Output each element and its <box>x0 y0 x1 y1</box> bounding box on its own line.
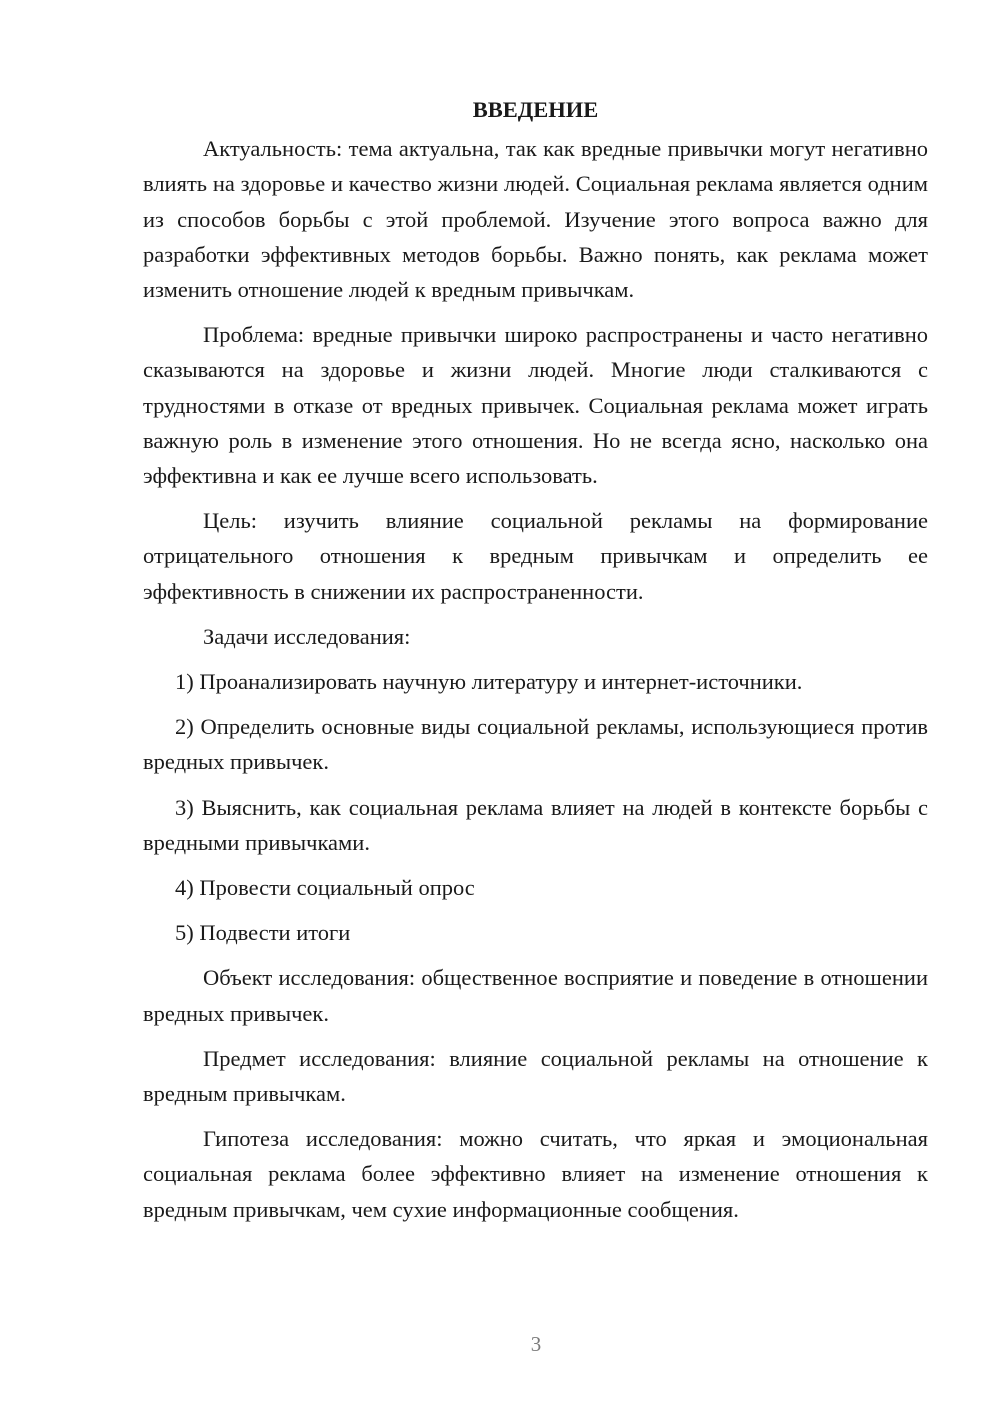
task-item-2: 2) Определить основные виды социальной рекламы, использующиеся против вредных привычек. <box>143 714 928 775</box>
paragraph-hypothesis: Гипотеза исследования: можно считать, что яркая и эмоциональная социальная реклама более эффективно влияет на изменение отношения к вредным привычкам, чем сухие информационные сообщения. <box>143 1126 928 1222</box>
task-item-3: 3) Выяснить, как социальная реклама влияет на людей в контексте борьбы с вредными привычками. <box>143 794 928 855</box>
tasks-heading: Задачи исследования: <box>203 623 411 649</box>
task-item-4: 4) Провести социальный опрос <box>175 875 475 901</box>
paragraph-problem: Проблема: вредные привычки широко распространены и часто негативно сказываются на здоровье и жизни людей. Многие люди сталкиваются с трудностями в отказе от вредных привычек. Социальная реклама может играть важную роль в изменение этого отношения. Но не всегда ясно, насколько она эффективна и как ее лучше всего использовать. <box>143 322 928 489</box>
page-body <box>143 92 928 1237</box>
page-number: 3 <box>530 1332 542 1356</box>
paragraph-goal: Цель: изучить влияние социальной рекламы на формирование отрицательного отношения к вредным привычкам и определить ее эффективность в снижении их распространенности. <box>143 508 928 604</box>
task-item-1: 1) Проанализировать научную литературу и интернет-источники. <box>175 669 803 695</box>
paragraph-subject: Предмет исследования: влияние социальной рекламы на отношение к вредным привычкам. <box>143 1045 928 1107</box>
paragraph-object: Объект исследования: общественное восприятие и поведение в отношении вредных привычек. <box>143 965 928 1026</box>
page-title: ВВЕДЕНИЕ <box>472 97 599 122</box>
paragraph-relevance: Актуальность: тема актуальна, так как вредные привычки могут негативно влиять на здоровье и качество жизни людей. Социальная реклама является одним из способов борьбы с этой проблемой. Изучение этого вопроса важно для разработки эффективных методов борьбы. Важно понять, как реклама может изменить отношение людей к вредным привычкам. <box>143 136 928 303</box>
task-item-5: 5) Подвести итоги <box>175 920 351 946</box>
